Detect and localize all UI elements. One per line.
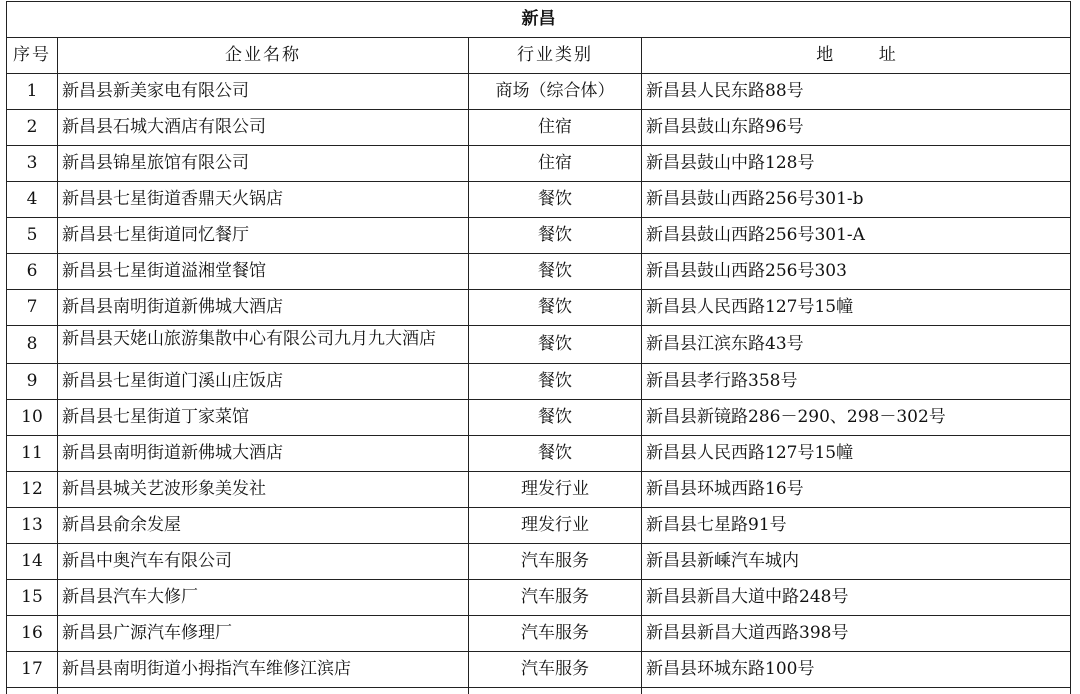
table-row xyxy=(7,580,1071,616)
cell-address[interactable]: 新昌县人民西路127号15幢 xyxy=(642,436,1071,472)
empty-cell[interactable] xyxy=(58,688,469,694)
cell-name[interactable]: 新昌县广源汽车修理厂 xyxy=(58,616,469,652)
cell-index[interactable]: 1 xyxy=(7,74,58,110)
cell-index[interactable]: 10 xyxy=(7,400,58,436)
cell-index[interactable]: 16 xyxy=(7,616,58,652)
cell-name[interactable]: 新昌县七星街道溢湘堂餐馆 xyxy=(58,254,469,290)
table-row xyxy=(7,364,1071,400)
cell-index[interactable]: 5 xyxy=(7,218,58,254)
table-row xyxy=(7,616,1071,652)
cell-name[interactable]: 新昌县南明街道新佛城大酒店 xyxy=(58,290,469,326)
cell-name[interactable]: 新昌县城关艺波形象美发社 xyxy=(58,472,469,508)
cell-name[interactable]: 新昌县俞余发屋 xyxy=(58,508,469,544)
cell-index[interactable]: 12 xyxy=(7,472,58,508)
cell-address[interactable]: 新昌县鼓山西路256号301-A xyxy=(642,218,1071,254)
cell-category[interactable]: 商场（综合体） xyxy=(469,74,642,110)
cell-name[interactable]: 新昌县汽车大修厂 xyxy=(58,580,469,616)
sheet-title[interactable]: 新昌 xyxy=(7,2,1071,38)
cell-category[interactable]: 餐饮 xyxy=(469,436,642,472)
cell-index[interactable]: 13 xyxy=(7,508,58,544)
title-row xyxy=(7,2,1071,38)
cell-category[interactable]: 汽车服务 xyxy=(469,580,642,616)
table-row xyxy=(7,218,1071,254)
cell-category[interactable]: 餐饮 xyxy=(469,400,642,436)
cell-address[interactable]: 新昌县七星路91号 xyxy=(642,508,1071,544)
empty-cell[interactable] xyxy=(642,688,1071,694)
cell-address[interactable]: 新昌县新镜路286－290、298－302号 xyxy=(642,400,1071,436)
cell-address[interactable]: 新昌县环城东路100号 xyxy=(642,652,1071,688)
empty-cell[interactable] xyxy=(469,688,642,694)
cell-index[interactable]: 4 xyxy=(7,182,58,218)
cell-name[interactable]: 新昌县新美家电有限公司 xyxy=(58,74,469,110)
table-row-partial xyxy=(7,688,1071,694)
table-row xyxy=(7,508,1071,544)
cell-name[interactable]: 新昌县七星街道丁家菜馆 xyxy=(58,400,469,436)
table-row xyxy=(7,74,1071,110)
cell-index[interactable]: 11 xyxy=(7,436,58,472)
cell-name[interactable]: 新昌县南明街道新佛城大酒店 xyxy=(58,436,469,472)
cell-name[interactable]: 新昌县七星街道香鼎天火锅店 xyxy=(58,182,469,218)
cell-category[interactable]: 餐饮 xyxy=(469,364,642,400)
cell-index[interactable]: 7 xyxy=(7,290,58,326)
header-address[interactable]: 地 址 xyxy=(642,38,1071,74)
enterprise-table xyxy=(6,1,1071,694)
table-row xyxy=(7,326,1071,364)
table-row xyxy=(7,110,1071,146)
header-index[interactable]: 序号 xyxy=(7,38,58,74)
cell-index[interactable]: 14 xyxy=(7,544,58,580)
cell-name[interactable]: 新昌中奥汽车有限公司 xyxy=(58,544,469,580)
cell-category[interactable]: 汽车服务 xyxy=(469,652,642,688)
cell-name[interactable]: 新昌县七星街道门溪山庄饭店 xyxy=(58,364,469,400)
cell-category[interactable]: 餐饮 xyxy=(469,290,642,326)
table-row xyxy=(7,290,1071,326)
cell-name[interactable]: 新昌县七星街道同忆餐厅 xyxy=(58,218,469,254)
table-row xyxy=(7,436,1071,472)
cell-index[interactable]: 8 xyxy=(7,326,58,364)
cell-category[interactable]: 汽车服务 xyxy=(469,544,642,580)
cell-category[interactable]: 住宿 xyxy=(469,110,642,146)
cell-address[interactable]: 新昌县新昌大道中路248号 xyxy=(642,580,1071,616)
cell-address[interactable]: 新昌县鼓山中路128号 xyxy=(642,146,1071,182)
cell-category[interactable]: 餐饮 xyxy=(469,218,642,254)
empty-cell[interactable] xyxy=(7,688,58,694)
cell-address[interactable]: 新昌县鼓山东路96号 xyxy=(642,110,1071,146)
cell-index[interactable]: 9 xyxy=(7,364,58,400)
cell-name[interactable]: 新昌县天姥山旅游集散中心有限公司九月九大酒店 xyxy=(58,326,469,364)
table-row xyxy=(7,400,1071,436)
table-row xyxy=(7,472,1071,508)
table-row xyxy=(7,146,1071,182)
cell-address[interactable]: 新昌县新嵊汽车城内 xyxy=(642,544,1071,580)
cell-name[interactable]: 新昌县南明街道小拇指汽车维修江滨店 xyxy=(58,652,469,688)
cell-address[interactable]: 新昌县新昌大道西路398号 xyxy=(642,616,1071,652)
table-row xyxy=(7,544,1071,580)
cell-address[interactable]: 新昌县鼓山西路256号303 xyxy=(642,254,1071,290)
cell-category[interactable]: 理发行业 xyxy=(469,508,642,544)
cell-address[interactable]: 新昌县人民东路88号 xyxy=(642,74,1071,110)
cell-address[interactable]: 新昌县鼓山西路256号301-b xyxy=(642,182,1071,218)
cell-index[interactable]: 17 xyxy=(7,652,58,688)
cell-category[interactable]: 餐饮 xyxy=(469,326,642,364)
cell-category[interactable]: 汽车服务 xyxy=(469,616,642,652)
cell-address[interactable]: 新昌县人民西路127号15幢 xyxy=(642,290,1071,326)
table-row xyxy=(7,652,1071,688)
cell-category[interactable]: 理发行业 xyxy=(469,472,642,508)
table-row xyxy=(7,182,1071,218)
cell-address[interactable]: 新昌县江滨东路43号 xyxy=(642,326,1071,364)
cell-category[interactable]: 餐饮 xyxy=(469,254,642,290)
cell-category[interactable]: 餐饮 xyxy=(469,182,642,218)
table-row xyxy=(7,254,1071,290)
cell-index[interactable]: 15 xyxy=(7,580,58,616)
cell-name[interactable]: 新昌县石城大酒店有限公司 xyxy=(58,110,469,146)
header-row xyxy=(7,38,1071,74)
cell-address[interactable]: 新昌县孝行路358号 xyxy=(642,364,1071,400)
cell-name[interactable]: 新昌县锦星旅馆有限公司 xyxy=(58,146,469,182)
cell-index[interactable]: 6 xyxy=(7,254,58,290)
cell-index[interactable]: 3 xyxy=(7,146,58,182)
header-name[interactable]: 企业名称 xyxy=(58,38,469,74)
cell-category[interactable]: 住宿 xyxy=(469,146,642,182)
cell-address[interactable]: 新昌县环城西路16号 xyxy=(642,472,1071,508)
cell-index[interactable]: 2 xyxy=(7,110,58,146)
header-category[interactable]: 行业类别 xyxy=(469,38,642,74)
